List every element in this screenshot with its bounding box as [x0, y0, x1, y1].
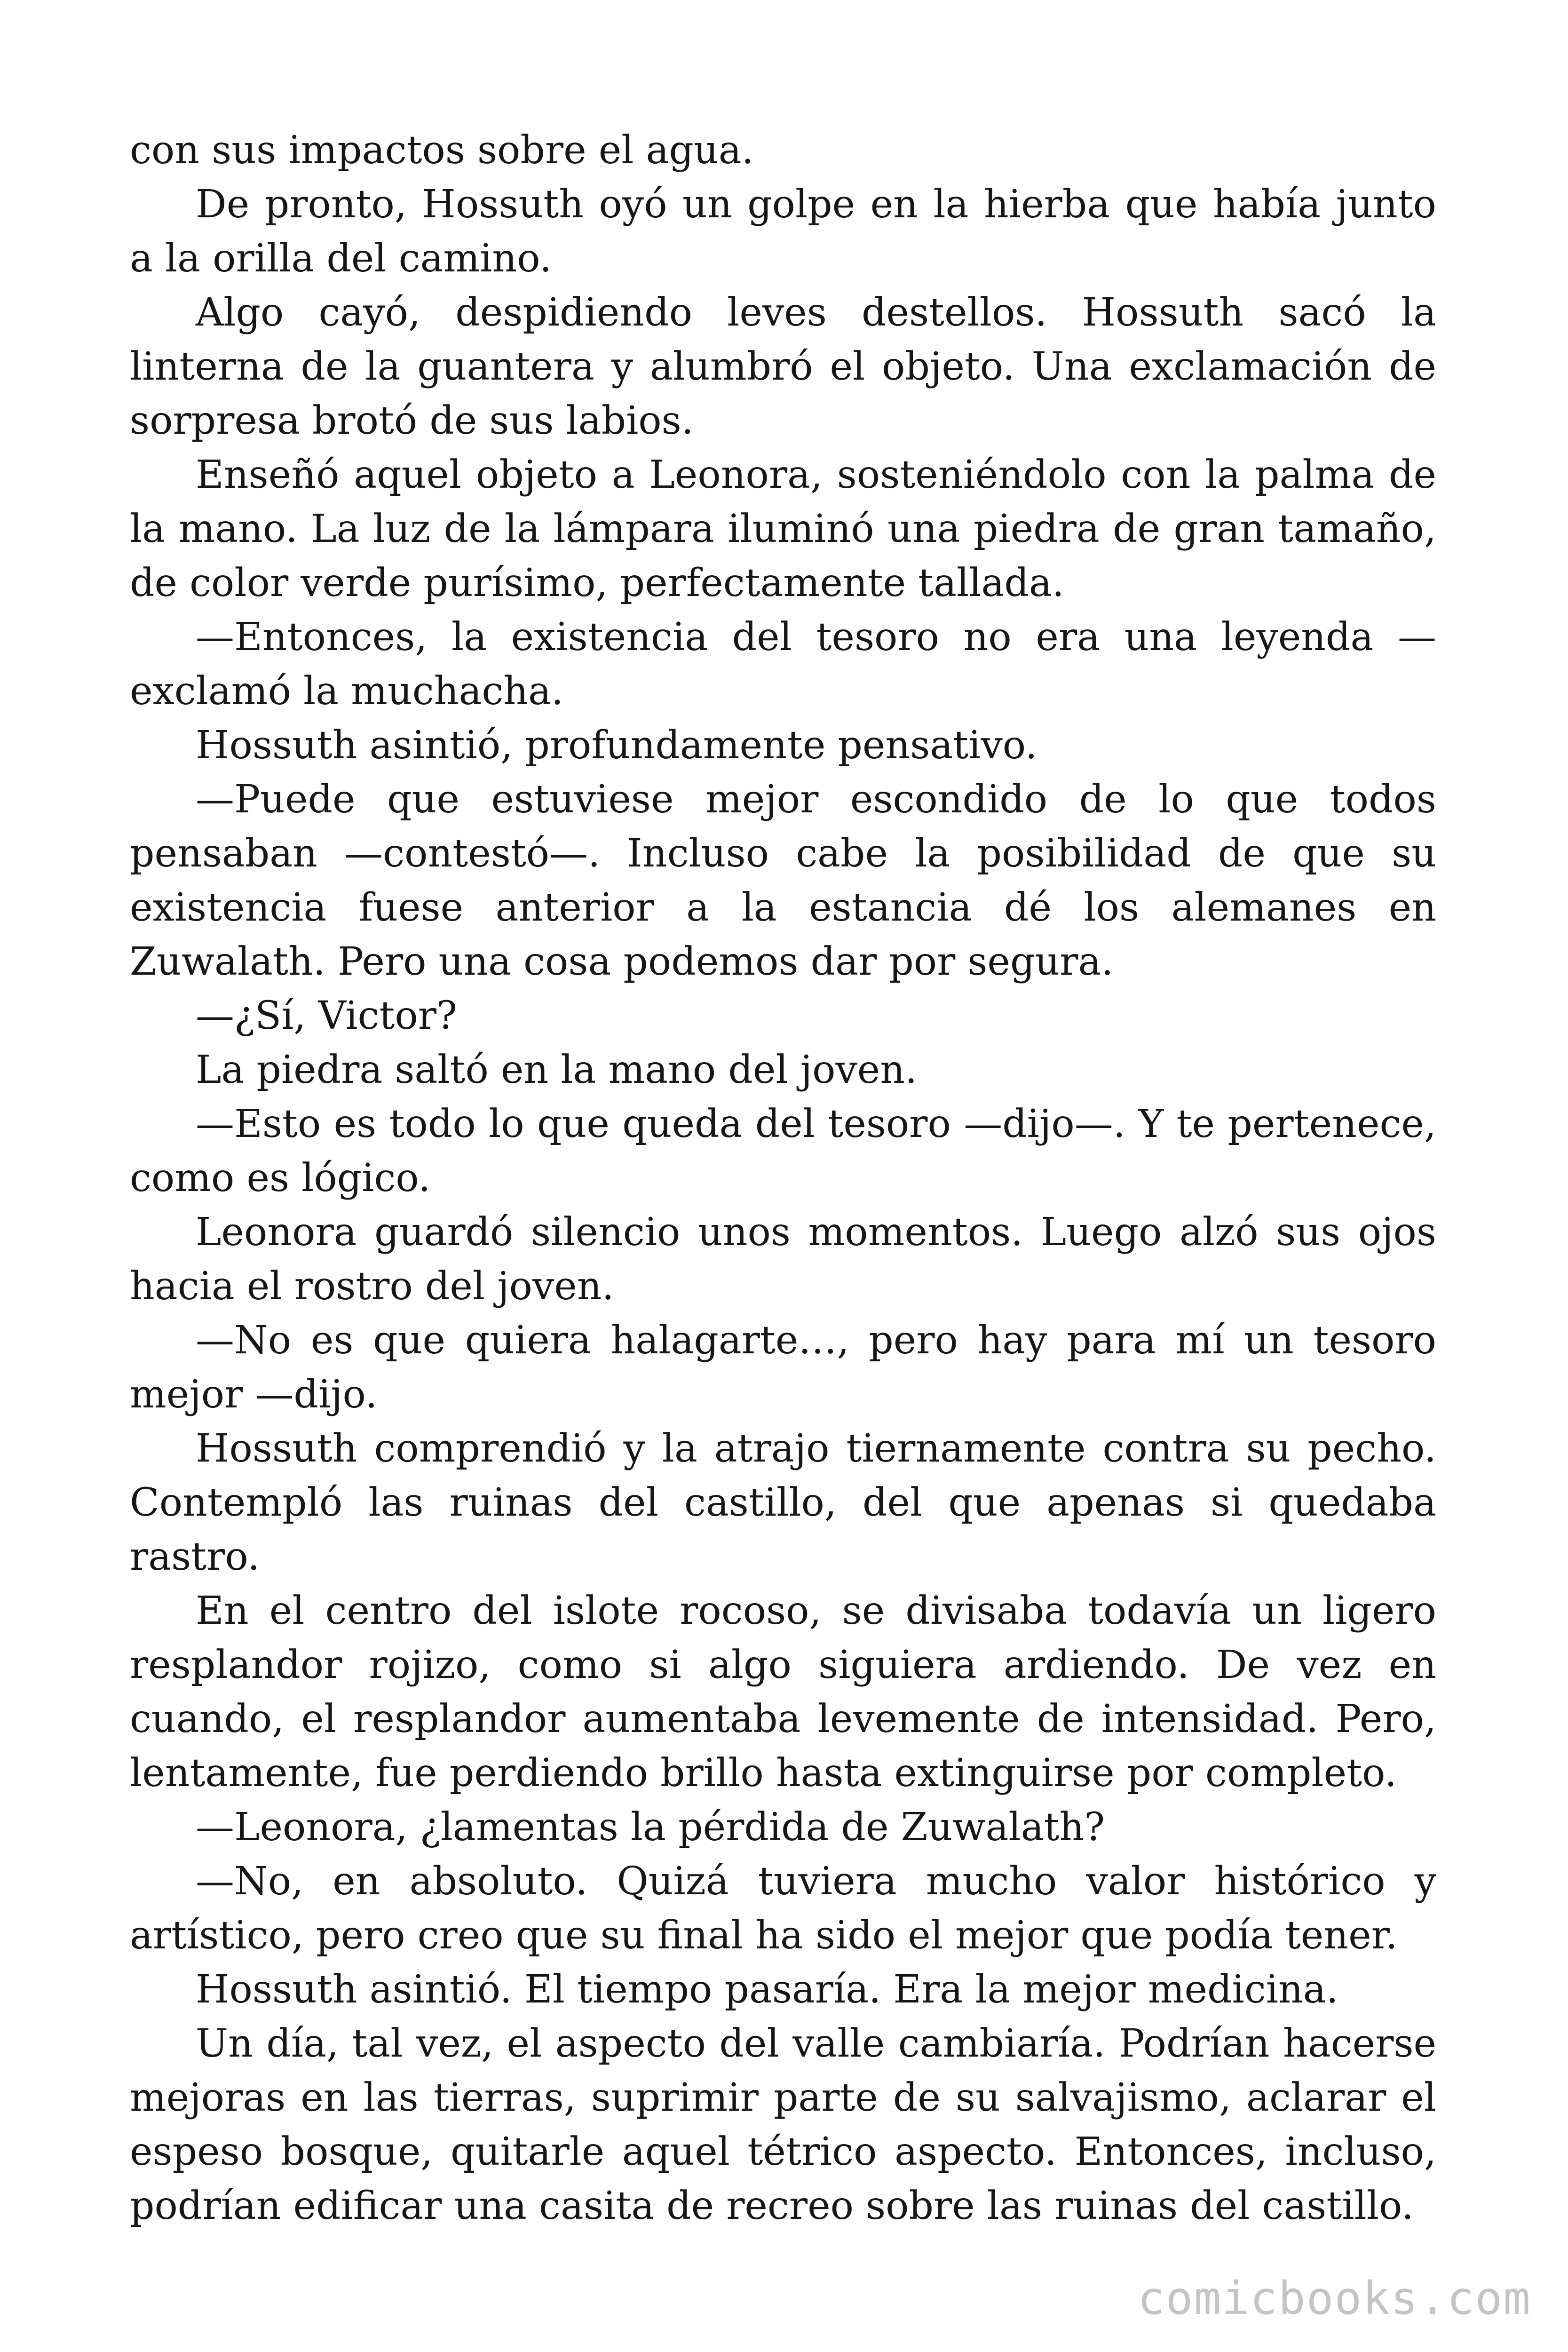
- paragraph: —No, en absoluto. Quizá tuviera mucho valor histórico y artístico, pero creo que su final ha sido el mejor que podía tener.: [130, 1859, 1436, 1958]
- paragraph: —Entonces, la existencia del tesoro no era una leyenda — exclamó la muchacha.: [130, 615, 1436, 714]
- paragraph: —Leonora, ¿lamentas la pérdida de Zuwalath?: [196, 1805, 1105, 1850]
- page-text: [130, 123, 1436, 2233]
- paragraph: Un día, tal vez, el aspecto del valle cambiaría. Podrían hacerse mejoras en las tierras, suprimir parte de su salvajismo, aclarar el espeso bosque, quitarle aquel tétrico aspecto. Entonces, incluso, podrían edificar una casita de recreo sobre las ruinas del castillo.: [130, 2021, 1436, 2228]
- paragraph: La piedra saltó en la mano del joven.: [196, 1048, 918, 1092]
- paragraph: En el centro del islote rocoso, se divisaba todavía un ligero resplandor rojizo, como si algo siguiera ardiendo. De vez en cuando, el resplandor aumentaba levemente de intensidad. Pero, lentamente, fue perdiendo brillo hasta extinguirse por completo.: [130, 1589, 1436, 1796]
- paragraph: Algo cayó, despidiendo leves destellos. Hossuth sacó la linterna de la guantera y alumbró el objeto. Una exclamación de sorpresa brotó de sus labios.: [130, 290, 1436, 443]
- paragraph: —¿Sí, Victor?: [196, 993, 457, 1038]
- paragraph: De pronto, Hossuth oyó un golpe en la hierba que había junto a la orilla del camino.: [130, 182, 1436, 281]
- watermark: comicbooks.com: [1137, 2272, 1531, 2325]
- paragraph: —Puede que estuviese mejor escondido de lo que todos pensaban —contestó—. Incluso cabe la posibilidad de que su existencia fuese anterior a la estancia dé los alemanes en Zuwalath. Pero una cosa podemos dar por segura.: [130, 777, 1436, 984]
- paragraph: Leonora guardó silencio unos momentos. Luego alzó sus ojos hacia el rostro del joven.: [130, 1210, 1436, 1309]
- paragraph: Hossuth asintió. El tiempo pasaría. Era la mejor medicina.: [196, 1967, 1338, 2012]
- paragraph: —Esto es todo lo que queda del tesoro —dijo—. Y te pertenece, como es lógico.: [130, 1102, 1436, 1200]
- paragraph: con sus impactos sobre el agua.: [130, 128, 754, 173]
- paragraph: Enseñó aquel objeto a Leonora, sosteniéndolo con la palma de la mano. La luz de la lámpara iluminó una piedra de gran tamaño, de color verde purísimo, perfectamente tallada.: [130, 453, 1436, 605]
- paragraph: Hossuth asintió, profundamente pensativo.: [196, 723, 1037, 768]
- paragraph: Hossuth comprendió y la atrajo tiernamente contra su pecho. Contempló las ruinas del castillo, del que apenas si quedaba rastro.: [130, 1426, 1436, 1579]
- paragraph: —No es que quiera halagarte…, pero hay para mí un tesoro mejor —dijo.: [130, 1318, 1436, 1417]
